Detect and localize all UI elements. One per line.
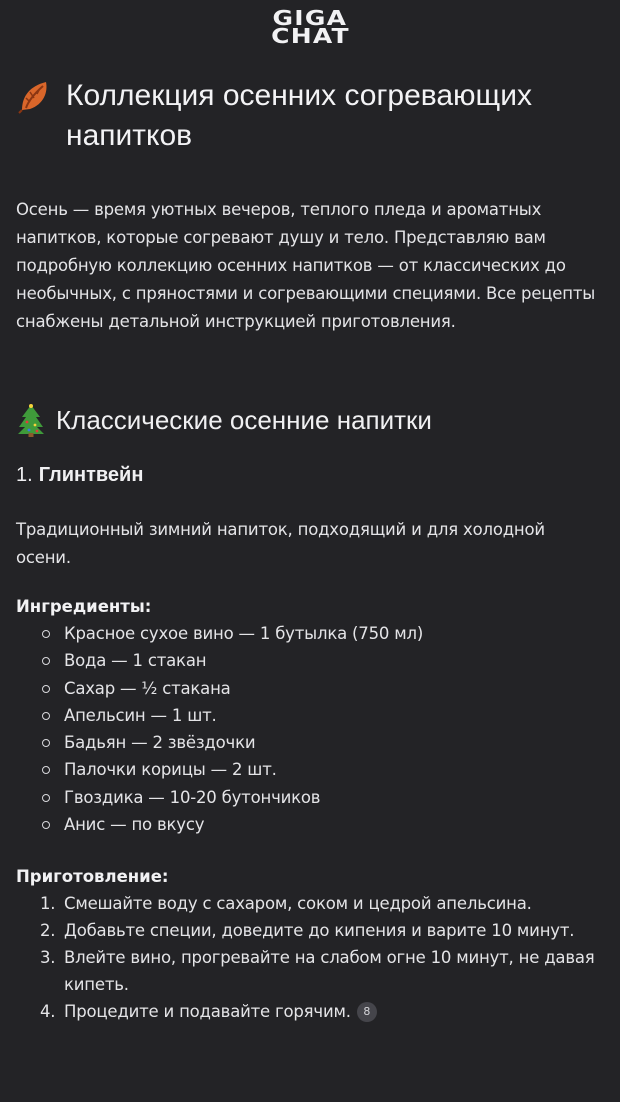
bullet-icon: [42, 685, 50, 693]
step-number: 3.: [40, 948, 56, 968]
list-item: [40, 647, 604, 674]
ingredients-list: [40, 620, 604, 838]
article-title-text: Коллекция осенних согревающих напитков: [66, 79, 532, 152]
list-item: [40, 756, 604, 783]
gigachat-logo: [0, 6, 620, 48]
ingredient-text: Бадьян — 2 звёздочки: [64, 733, 256, 753]
bullet-icon: [42, 821, 50, 829]
fallen-leaf-icon: [16, 76, 56, 116]
ingredient-text: Палочки корицы — 2 шт.: [64, 760, 277, 780]
step-text: Процедите и подавайте горячим.: [64, 1002, 351, 1022]
recipe-description: Традиционный зимний напиток, подходящий и для холодной осени.: [16, 520, 545, 567]
bullet-icon: [42, 630, 50, 638]
list-item: [40, 917, 604, 944]
bullet-icon: [42, 712, 50, 720]
ingredient-text: Гвоздика — 10-20 бутончиков: [64, 787, 321, 807]
preparation-label: Приготовление:: [16, 867, 169, 887]
list-item: [40, 784, 604, 811]
ingredient-text: Апельсин — 1 шт.: [64, 705, 217, 725]
step-text: Добавьте специи, доведите до кипения и варите 10 минут.: [64, 921, 575, 941]
list-item: [40, 729, 604, 756]
step-number: 2.: [40, 921, 56, 941]
list-item: [40, 620, 604, 647]
ingredient-text: Красное сухое вино — 1 бутылка (750 мл): [64, 624, 424, 643]
ingredient-text: Вода — 1 стакан: [64, 651, 207, 671]
list-item: [40, 675, 604, 702]
message-content: [16, 76, 604, 1025]
list-item: [40, 890, 604, 917]
ingredient-text: Сахар — ½ стакана: [64, 678, 231, 698]
logo-line-1: GIGA: [272, 6, 348, 30]
recipe-number: 1.: [16, 464, 33, 486]
step-number: 1.: [40, 894, 56, 914]
ingredient-text: Анис — по вкусу: [64, 815, 205, 835]
list-item: [40, 702, 604, 729]
bullet-icon: [42, 794, 50, 802]
preparation-steps: [40, 890, 604, 1025]
source-reference-badge[interactable]: 8: [357, 1002, 377, 1022]
list-item: [40, 811, 604, 838]
bullet-icon: [42, 657, 50, 665]
recipe-name: Глинтвейн: [38, 464, 144, 486]
bullet-icon: [42, 739, 50, 747]
step-text: Влейте вино, прогревайте на слабом огне 10 минут, не давая кипеть.: [64, 948, 595, 995]
section-heading-text: Классические осенние напитки: [56, 405, 432, 435]
recipe-heading: [16, 460, 604, 490]
article-title: [16, 76, 604, 156]
section-heading: [16, 402, 604, 438]
christmas-tree-icon: [16, 403, 46, 437]
bullet-icon: [42, 766, 50, 774]
ingredients-label: Ингредиенты:: [16, 597, 152, 616]
step-text: Смешайте воду с сахаром, соком и цедрой апельсина.: [64, 894, 532, 914]
logo-line-2: CHAT: [270, 23, 350, 48]
intro-paragraph: Осень — время уютных вечеров, теплого пледа и ароматных напитков, которые согревают душу и тело. Представляю вам подробную коллекцию осенних напитков — от классических до необычных, с пряностями и согревающими специями. Все рецепты снабжены детальной инструкцией приготовления.: [16, 200, 596, 331]
list-item: [40, 998, 604, 1025]
step-number: 4.: [40, 1002, 56, 1022]
list-item: [40, 944, 604, 998]
